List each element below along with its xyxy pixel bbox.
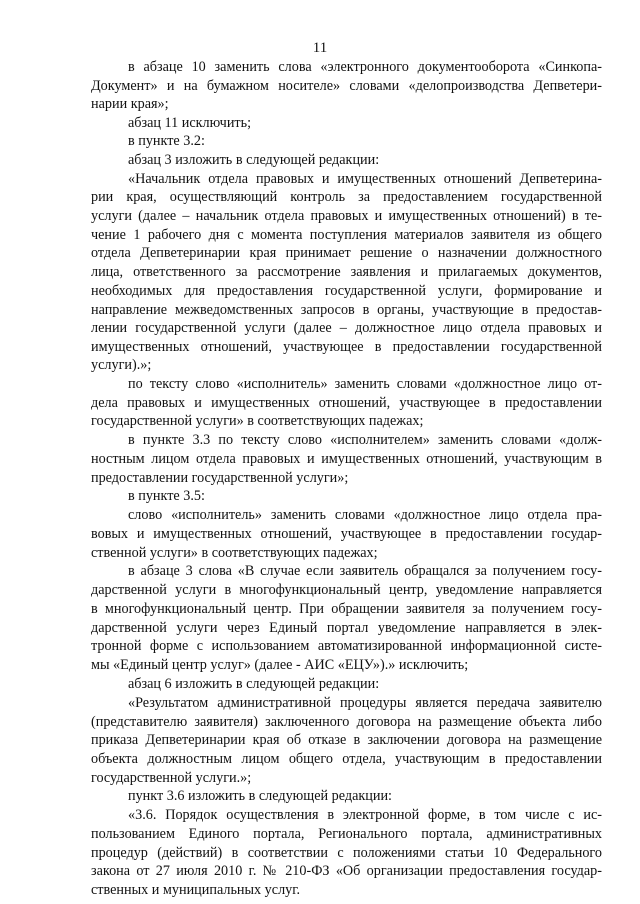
text-line: «3.6. Порядок осуществления в электронной форме, в том числе с ис- — [128, 807, 602, 823]
text-line: процедур (действий) в соответствии с положениями статьи 10 Федерального — [91, 845, 602, 861]
text-line: в пункте 3.3 по тексту слово «исполнителем» заменить словами «долж- — [128, 432, 602, 448]
text-line: в многофункциональный центр. При обращении заявителя за получением госу- — [91, 601, 602, 617]
text-line: отдела Депветеринарии края принимает решение о назначении должностного — [91, 245, 602, 261]
text-line: услуги (далее – начальник отдела правовых и имущественных отношений) в те- — [91, 208, 602, 224]
text-line: направление межведомственных запросов в органы, участвующие в предостав- — [91, 302, 602, 318]
text-line: «Результатом административной процедуры является передача заявителю — [128, 695, 602, 711]
text-line: рии края, осуществляющий контроль за предоставлением государственной — [91, 189, 602, 205]
text-line: абзац 6 изложить в следующей редакции: — [128, 676, 380, 692]
text-line: мы «Единый центр услуг» (далее - АИС «ЕЦУ»).» исключить; — [91, 657, 469, 673]
text-line: вовых и имущественных отношений, участвующее в предоставлении государ- — [91, 526, 602, 542]
text-line: Документ» и на бумажном носителе» словами «делопроизводства Депветери- — [91, 78, 602, 94]
text-line: лица, ответственного за рассмотрение заявления и прилагаемых документов, — [91, 264, 602, 280]
text-line: услуги).»; — [91, 357, 152, 373]
text-line: объекта должностным лицом общего отдела, участвующим в предоставлении — [91, 751, 602, 767]
text-line: имущественных отношений, участвующее в предоставлении государственной — [91, 339, 602, 355]
text-line: предоставлении государственной услуги»; — [91, 470, 349, 486]
text-line: слово «исполнитель» заменить словами «должностное лицо отдела пра- — [128, 507, 602, 523]
text-line: пункт 3.6 изложить в следующей редакции: — [128, 788, 392, 804]
text-line: в абзаце 10 заменить слова «электронного документооборота «Синкопа- — [128, 59, 602, 75]
text-line: необходимых для предоставления государственной услуги, формирование и — [91, 283, 602, 299]
text-line: закона от 27 июля 2010 г. № 210-ФЗ «Об организации предоставления государ- — [91, 863, 602, 879]
text-line: государственной услуги.»; — [91, 770, 252, 786]
text-line: приказа Депветеринарии края об отказе в заключении договора на размещение — [91, 732, 602, 748]
text-line: дела правовых и имущественных отношений, участвующее в предоставлении — [91, 395, 602, 411]
text-line: ственной услуги» в соответствующих падежах; — [91, 545, 378, 561]
text-line: абзац 11 исключить; — [128, 115, 252, 131]
text-line: в пункте 3.2: — [128, 133, 205, 149]
text-line: (представителю заявителя) заключенного договора на размещение объекта либо — [91, 714, 602, 730]
text-line: абзац 3 изложить в следующей редакции: — [128, 152, 380, 168]
text-line: дарственной услуги в многофункциональный центр, уведомление направляется — [91, 582, 602, 598]
page-number: 11 — [312, 40, 328, 56]
text-line: нарии края»; — [91, 96, 169, 112]
text-line: ностным лицом отдела правовых и имущественных отношений, участвующим в — [91, 451, 602, 467]
text-line: чение 1 рабочего дня с момента поступления материалов заявителя из общего — [91, 227, 602, 243]
text-line: в абзаце 3 слова «В случае если заявитель обращался за получением госу- — [128, 563, 602, 579]
text-line: дарственной услуги через Единый портал уведомление направляется в элек- — [91, 620, 602, 636]
text-line: в пункте 3.5: — [128, 488, 205, 504]
text-line: лении государственной услуги (далее – должностное лицо отдела правовых и — [91, 320, 602, 336]
text-line: «Начальник отдела правовых и имущественных отношений Депветерина- — [128, 171, 602, 187]
text-line: государственной услуги» в соответствующих падежах; — [91, 413, 424, 429]
text-line: тронной форме с использованием автоматизированной информационной систе- — [91, 638, 602, 654]
text-line: ственных и муниципальных услуг. — [91, 882, 301, 898]
text-line: пользованием Единого портала, Регионального портала, административных — [91, 826, 602, 842]
text-line: по тексту слово «исполнитель» заменить словами «должностное лицо от- — [128, 376, 602, 392]
